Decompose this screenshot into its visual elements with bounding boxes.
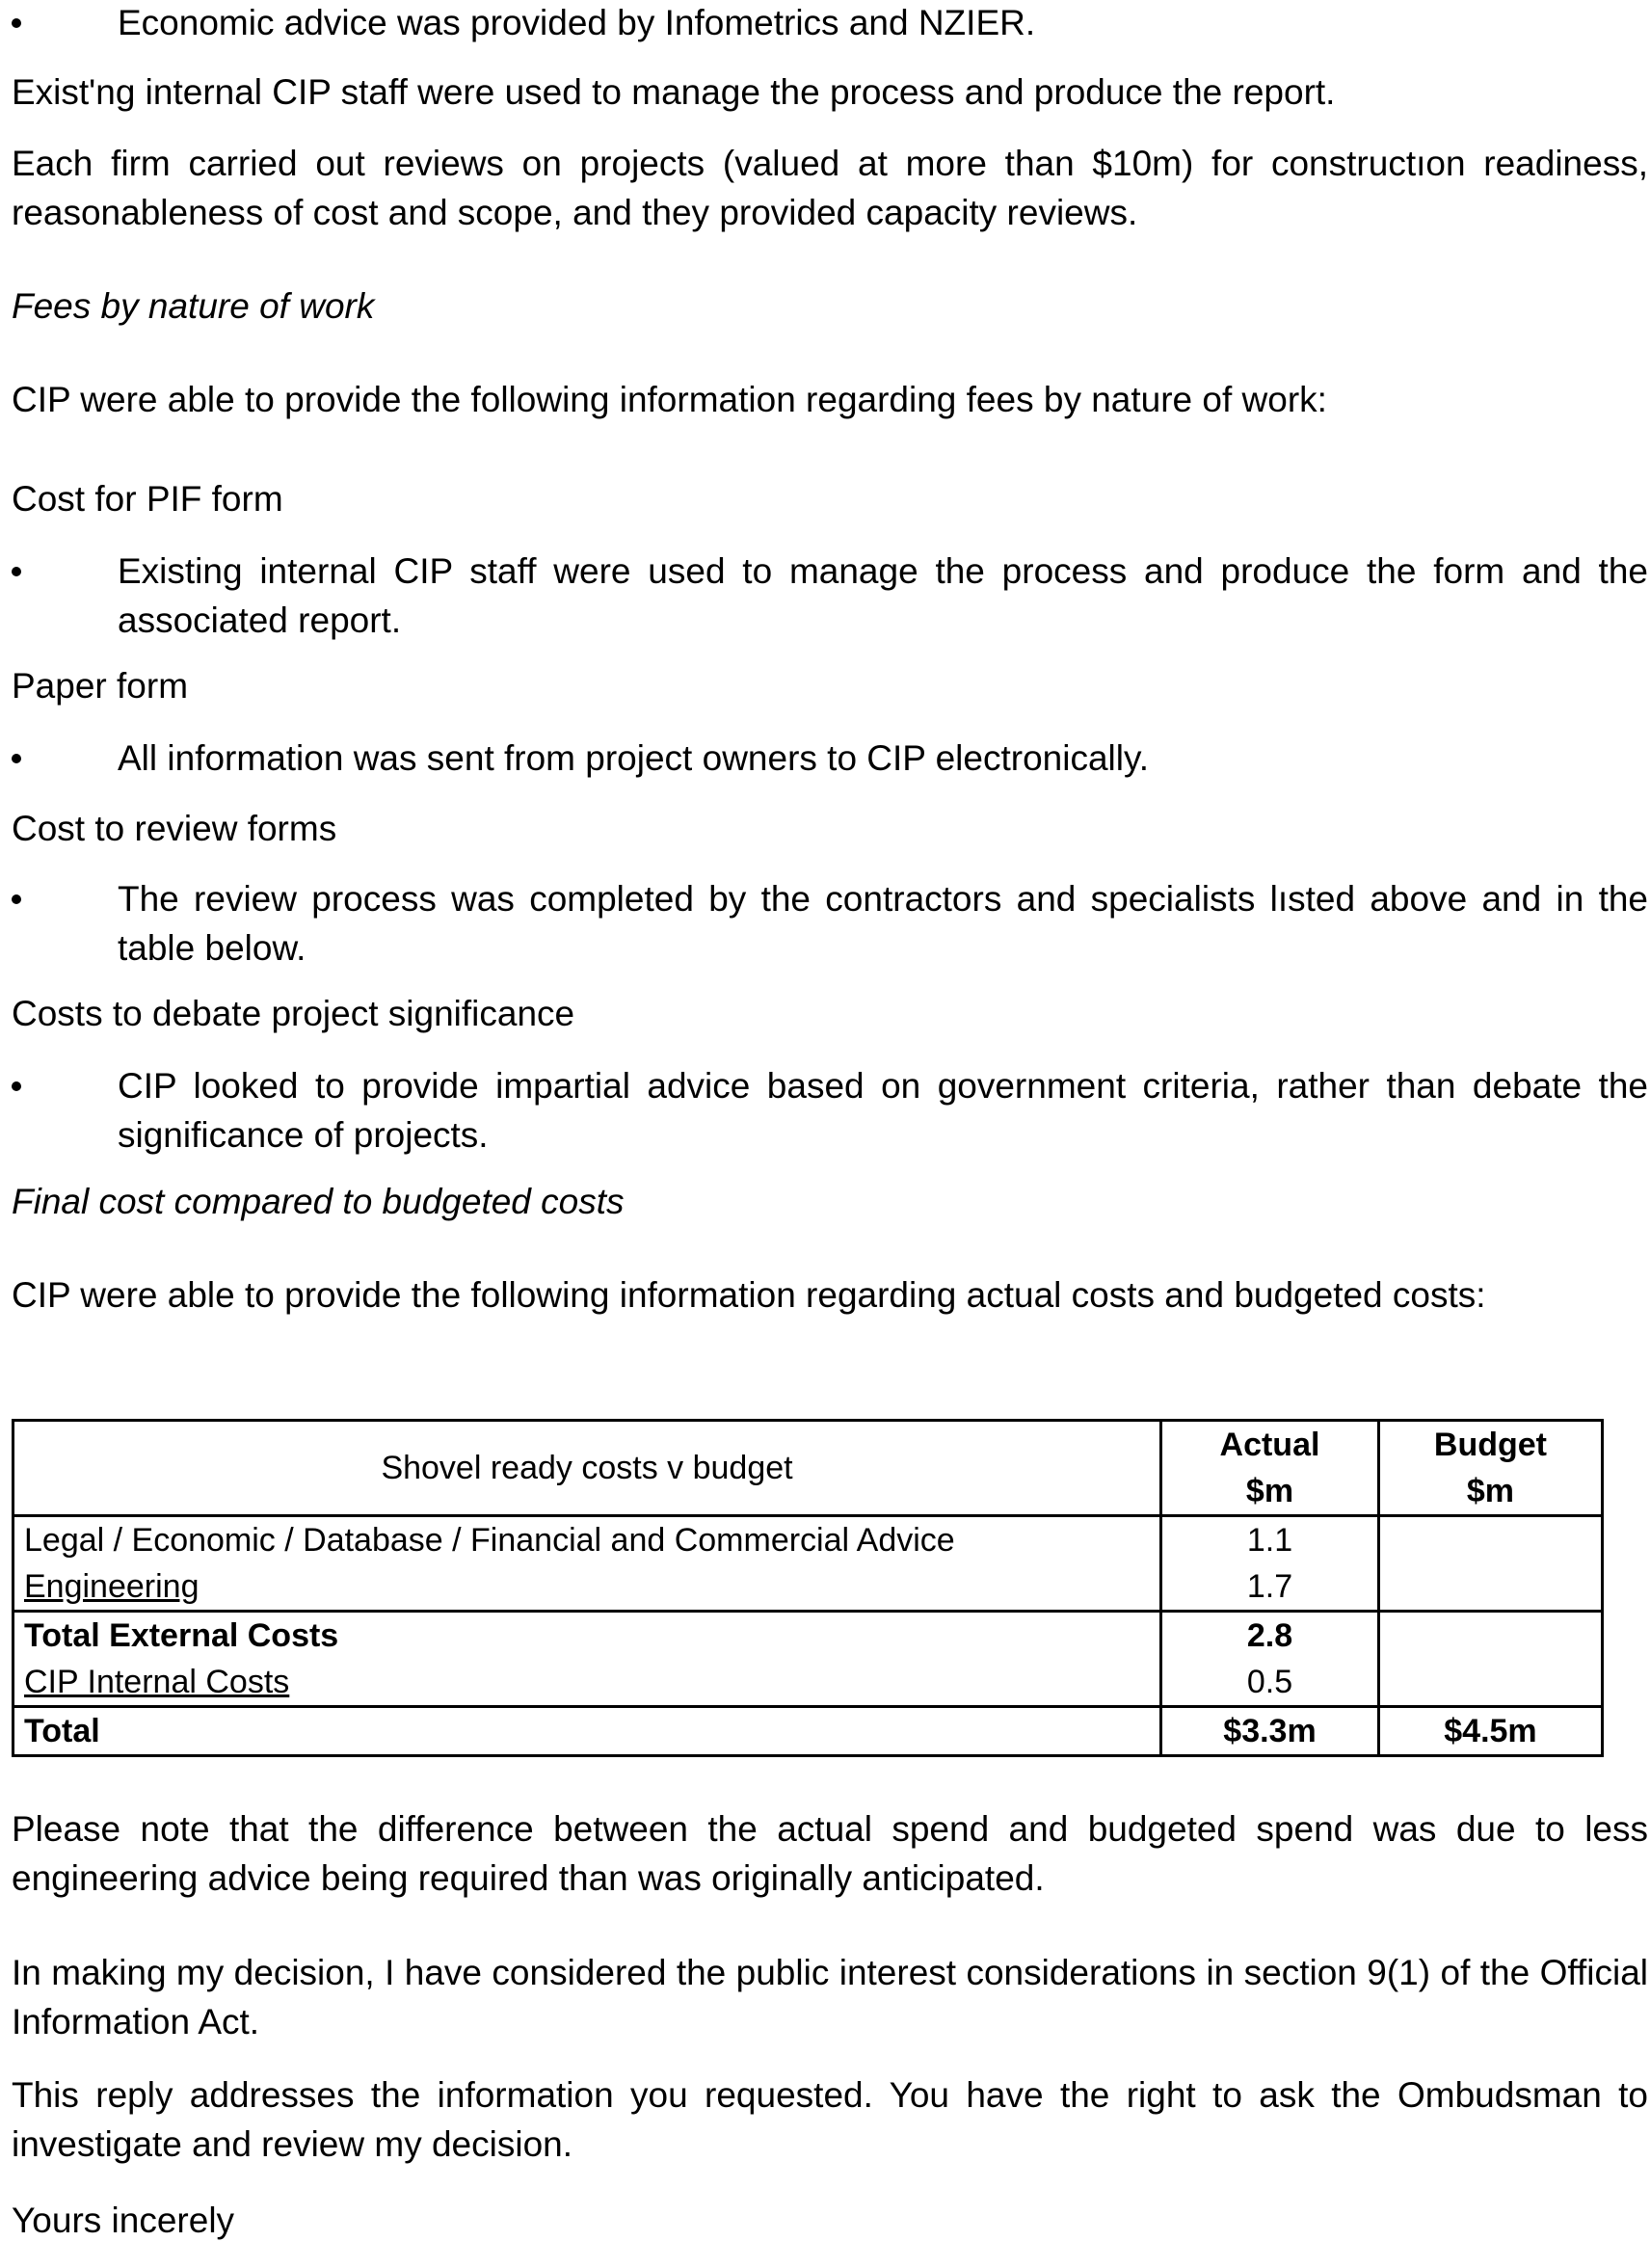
row-desc: Total External Costs — [13, 1612, 1161, 1660]
costs-table — [12, 1419, 1604, 1757]
bullet-text: Economic advice was provided by Infometrics and NZIER. — [118, 3, 1036, 42]
document-page — [12, 0, 1648, 2268]
header-actual-line2: $m — [1245, 1473, 1294, 1509]
bullet-icon — [12, 754, 21, 763]
paragraph-note: Please note that the difference between the actual spend and budgeted spend was due to less engineering advice being required than was originally anticipated. — [12, 1809, 1648, 1898]
heading-debate-significance: Costs to debate project significance — [12, 994, 575, 1033]
paragraph-final-intro: CIP were able to provide the following information regarding actual costs and budgeted costs: — [12, 1275, 1486, 1315]
row-desc: Total — [13, 1707, 1161, 1756]
paragraph-decision: In making my decision, I have considered the public interest considerations in section 9(1) of the Official Information Act. — [12, 1953, 1648, 2041]
bullet-text: The review process was completed by the contractors and specialists lısted above and in the table below. — [118, 879, 1648, 968]
heading-fees-by-nature: Fees by nature of work — [12, 286, 375, 326]
heading-final-cost: Final cost compared to budgeted costs — [12, 1182, 625, 1221]
bullet-icon — [12, 18, 21, 28]
table-row — [13, 1516, 1603, 1564]
paragraph-fees-intro: CIP were able to provide the following information regarding fees by nature of work: — [12, 380, 1327, 419]
header-actual — [1161, 1421, 1379, 1516]
signoff: Yours incerely — [12, 2201, 235, 2240]
paragraph-reply: This reply addresses the information you requested. You have the right to ask the Ombudsman to investigate and review my decision. — [12, 2075, 1648, 2164]
header-description: Shovel ready costs v budget — [13, 1421, 1161, 1516]
header-actual-line1: Actual — [1219, 1427, 1320, 1463]
table-row-total — [13, 1707, 1603, 1756]
costs-table-wrapper — [12, 1419, 1604, 1757]
bullet-text: CIP looked to provide impartial advice based on government criteria, rather than debate the significance of projects. — [118, 1066, 1648, 1155]
heading-pif-form: Cost for PIF form — [12, 479, 283, 519]
row-budget: $4.5m — [1378, 1707, 1602, 1756]
row-actual: 2.8 — [1161, 1612, 1379, 1660]
bullet-icon — [12, 567, 21, 576]
header-budget — [1378, 1421, 1602, 1516]
header-budget-line1: Budget — [1433, 1427, 1547, 1463]
row-desc: CIP Internal Costs — [13, 1659, 1161, 1707]
table-header-row — [13, 1421, 1603, 1516]
paragraph-each-firm: Each firm carried out reviews on projects (valued at more than $10m) for constructıon readiness, reasonableness of cost and scope, and they provided capacity reviews. — [12, 144, 1648, 232]
row-budget — [1378, 1612, 1602, 1660]
row-desc: Engineering — [13, 1563, 1161, 1612]
bullet-text: All information was sent from project owners to CIP electronically. — [118, 738, 1150, 778]
row-budget — [1378, 1516, 1602, 1564]
header-budget-line2: $m — [1466, 1473, 1515, 1509]
heading-review-forms: Cost to review forms — [12, 809, 337, 848]
heading-paper-form: Paper form — [12, 666, 189, 706]
bullet-icon — [12, 1081, 21, 1091]
row-actual: $3.3m — [1161, 1707, 1379, 1756]
row-actual: 1.1 — [1161, 1516, 1379, 1564]
table-row — [13, 1659, 1603, 1707]
row-budget — [1378, 1563, 1602, 1612]
table-row — [13, 1612, 1603, 1660]
table-row — [13, 1563, 1603, 1612]
row-desc: Legal / Economic / Database / Financial and Commercial Advice — [13, 1516, 1161, 1564]
bullet-icon — [12, 894, 21, 904]
paragraph-existing-staff: Exist'ng internal CIP staff were used to manage the process and produce the report. — [12, 72, 1336, 112]
bullet-text: Existing internal CIP staff were used to manage the process and produce the form and the associated report. — [118, 551, 1648, 640]
row-budget — [1378, 1659, 1602, 1707]
row-actual: 1.7 — [1161, 1563, 1379, 1612]
row-actual: 0.5 — [1161, 1659, 1379, 1707]
